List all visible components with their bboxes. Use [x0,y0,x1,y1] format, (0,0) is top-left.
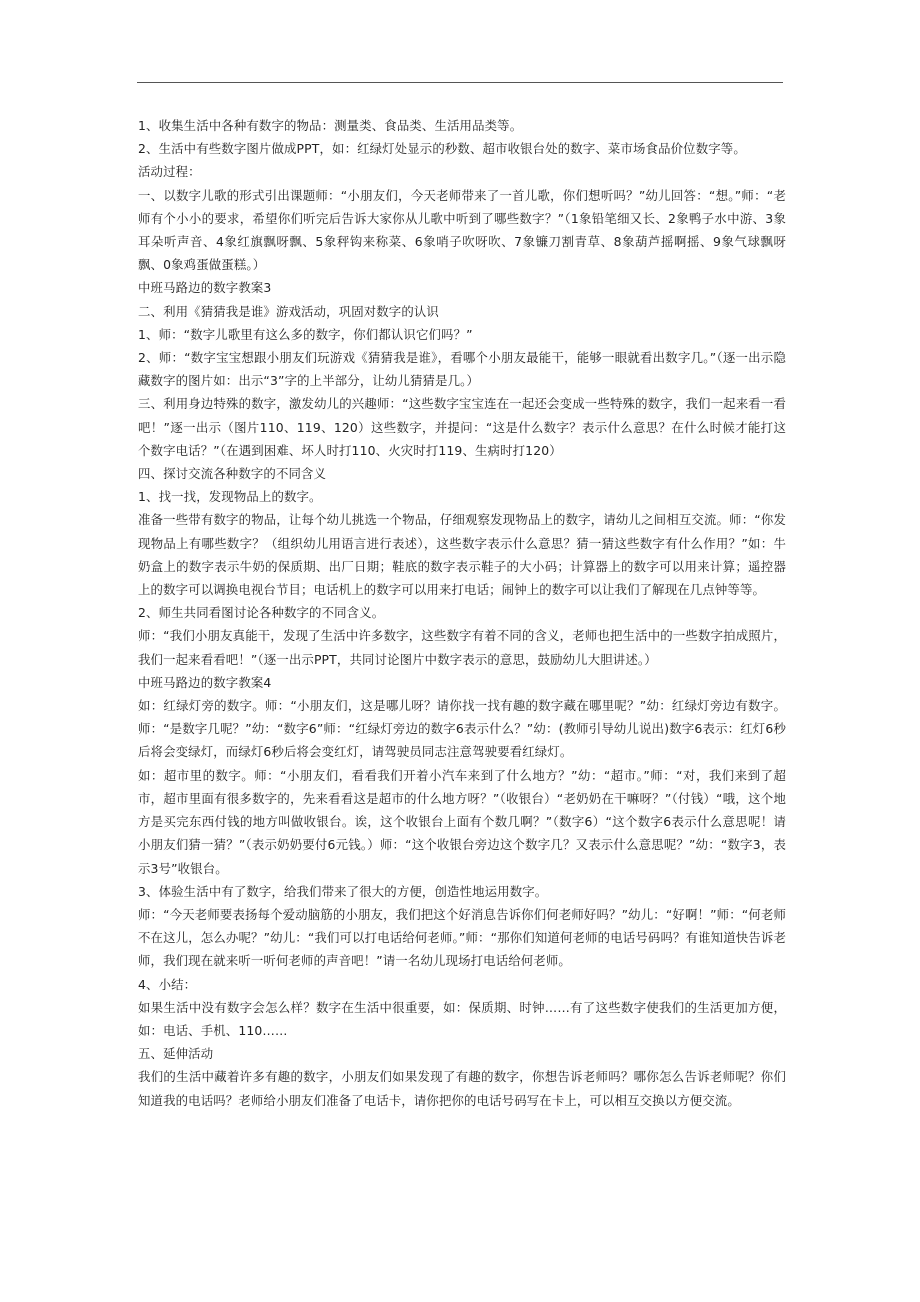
paragraph-section-2-1: 1、师：“数字儿歌里有这么多的数字，你们都认识它们吗？” [138,326,473,342]
paragraph-section-4-2: 师：“我们小朋友真能干，发现了生活中许多数字，这些数字有着不同的含义，老师也把生活中的一些数字拍成照片，我们一起来看看吧！”（逐一出示PPT，共同讨论图片中数字表示的意思，鼓励幼儿大胆讲述。） [138,628,786,667]
paragraph-traffic-light: 如：红绿灯旁的数字。师：“小朋友们，这是哪儿呀？请你找一找有趣的数字藏在哪里呢？”幼：红绿灯旁边有数字。师：“是数字几呢？”幼：“数字6”师：“红绿灯旁边的数字6表示什么？”幼：(教师引导幼儿说出)数字6表示：红灯6秒后将会变绿灯，而绿灯6秒后将会变红灯，请驾驶员同志注意驾驶要看红绿灯。 [138,698,786,760]
heading-section-4-2: 2、师生共同看图讨论各种数字的不同含义。 [138,605,385,621]
paragraph-section-5: 我们的生活中藏着许多有趣的数字，小朋友们如果发现了有趣的数字，你想告诉老师吗？哪你怎么告诉老师呢？你们知道我的电话吗？老师给小朋友们准备了电话卡，请你把你的电话号码写在卡上，可以相互交换以方便交流。 [138,1069,786,1108]
heading-summary: 4、小结： [138,976,197,992]
heading-activity-process: 活动过程： [138,164,201,180]
paragraph-materials-1: 1、收集生活中各种有数字的物品：测量类、食品类、生活用品类等。 [138,118,523,133]
heading-section-5: 五、延伸活动 [138,1046,214,1062]
paragraph-section-4-3: 师：“今天老师要表扬每个爱动脑筋的小朋友，我们把这个好消息告诉你们何老师好吗？”幼儿：“好啊！”师：“何老师不在这儿，怎么办呢？”幼儿：“我们可以打电话给何老师。”师：“那你们知道何老师的电话号码吗？有谁知道快告诉老师，我们现在就来听一听何老师的声音吧！”请一名幼儿现场打电话给何老师。 [138,906,786,969]
paragraph-materials-2: 2、生活中有些数字图片做成PPT，如：红绿灯处显示的秒数、超市收银台处的数字、菜市场食品价位数字等。 [138,141,746,157]
heading-lesson-3: 中班马路边的数字教案3 [138,280,272,296]
heading-lesson-4: 中班马路边的数字教案4 [138,674,272,690]
paragraph-section-4-1: 准备一些带有数字的物品，让每个幼儿挑选一个物品，仔细观察发现物品上的数字，请幼儿之间相互交流。师：“你发现物品上有哪些数字？（组织幼儿用语言进行表述），这些数字表示什么意思？猜一猜这些数字有什么作用？”如：牛奶盒上的数字表示牛奶的保质期、出厂日期；鞋底的数字表示鞋子的大小码；计算器上的数字可以用来计算；遥控器上的数字可以调换电视台节目；电话机上的数字可以用来打电话；闹钟上的数字可以让我们了解现在几点钟等等。 [138,512,786,598]
document-body [138,114,786,1112]
heading-section-4-1: 1、找一找，发现物品上的数字。 [138,489,322,505]
paragraph-section-1: 一、以数字儿歌的形式引出课题师：“小朋友们，今天老师带来了一首儿歌，你们想听吗？”幼儿回答：“想。”师：“老师有个小小的要求，希望你们听完后告诉大家你从儿歌中听到了哪些数字？”（1象铅笔细又长、2象鸭子水中游、3象耳朵听声音、4象红旗飘呀飘、5象秤钩来称菜、6象哨子吹呀吹、7象镰刀割青草、8象葫芦摇啊摇、9象气球飘呀飘、0象鸡蛋做蛋糕。） [138,187,786,273]
heading-section-4: 四、探讨交流各种数字的不同含义 [138,466,327,482]
paragraph-section-2-2: 2、师：“数字宝宝想跟小朋友们玩游戏《猜猜我是谁》，看哪个小朋友最能干，能够一眼就看出数字几。”（逐一出示隐藏数字的图片如：出示“3”字的上半部分，让幼儿猜猜是几。） [138,350,786,389]
header-rule [137,82,783,83]
paragraph-supermarket: 如：超市里的数字。师：“小朋友们，看看我们开着小汽车来到了什么地方？”幼：“超市。”师：“对，我们来到了超市，超市里面有很多数字的，先来看看这是超市的什么地方呀？”（收银台）“老奶奶在干嘛呀？”（付钱）“哦，这个地方是买完东西付钱的地方叫做收银台。诶，这个收银台上面有个数几啊？”（数字6）“这个数字6表示什么意思呢！请小朋友们猜一猜？”（表示奶奶要付6元钱。）师：“这个收银台旁边这个数字几？又表示什么意思呢？”幼：“数字3，表示3号”收银台。 [138,767,786,876]
heading-section-4-3: 3、体验生活中有了数字，给我们带来了很大的方便，创造性地运用数字。 [138,883,548,899]
paragraph-summary: 如果生活中没有数字会怎么样？数字在生活中很重要，如：保质期、时钟……有了这些数字使我们的生活更加方便，如：电话、手机、110…… [138,999,786,1038]
paragraph-section-3: 三、利用身边特殊的数字，激发幼儿的兴趣师：“这些数字宝宝连在一起还会变成一些特殊的数字，我们一起来看一看吧！”逐一出示（图片110、119、120）这些数字，并提问：“这是什么数字？表示什么意思？在什么时候才能打这个数字电话？”（在遇到困难、坏人时打110、火灾时打119、生病时打120） [138,396,786,458]
heading-section-2: 二、利用《猜猜我是谁》游戏活动，巩固对数字的认识 [138,303,439,319]
